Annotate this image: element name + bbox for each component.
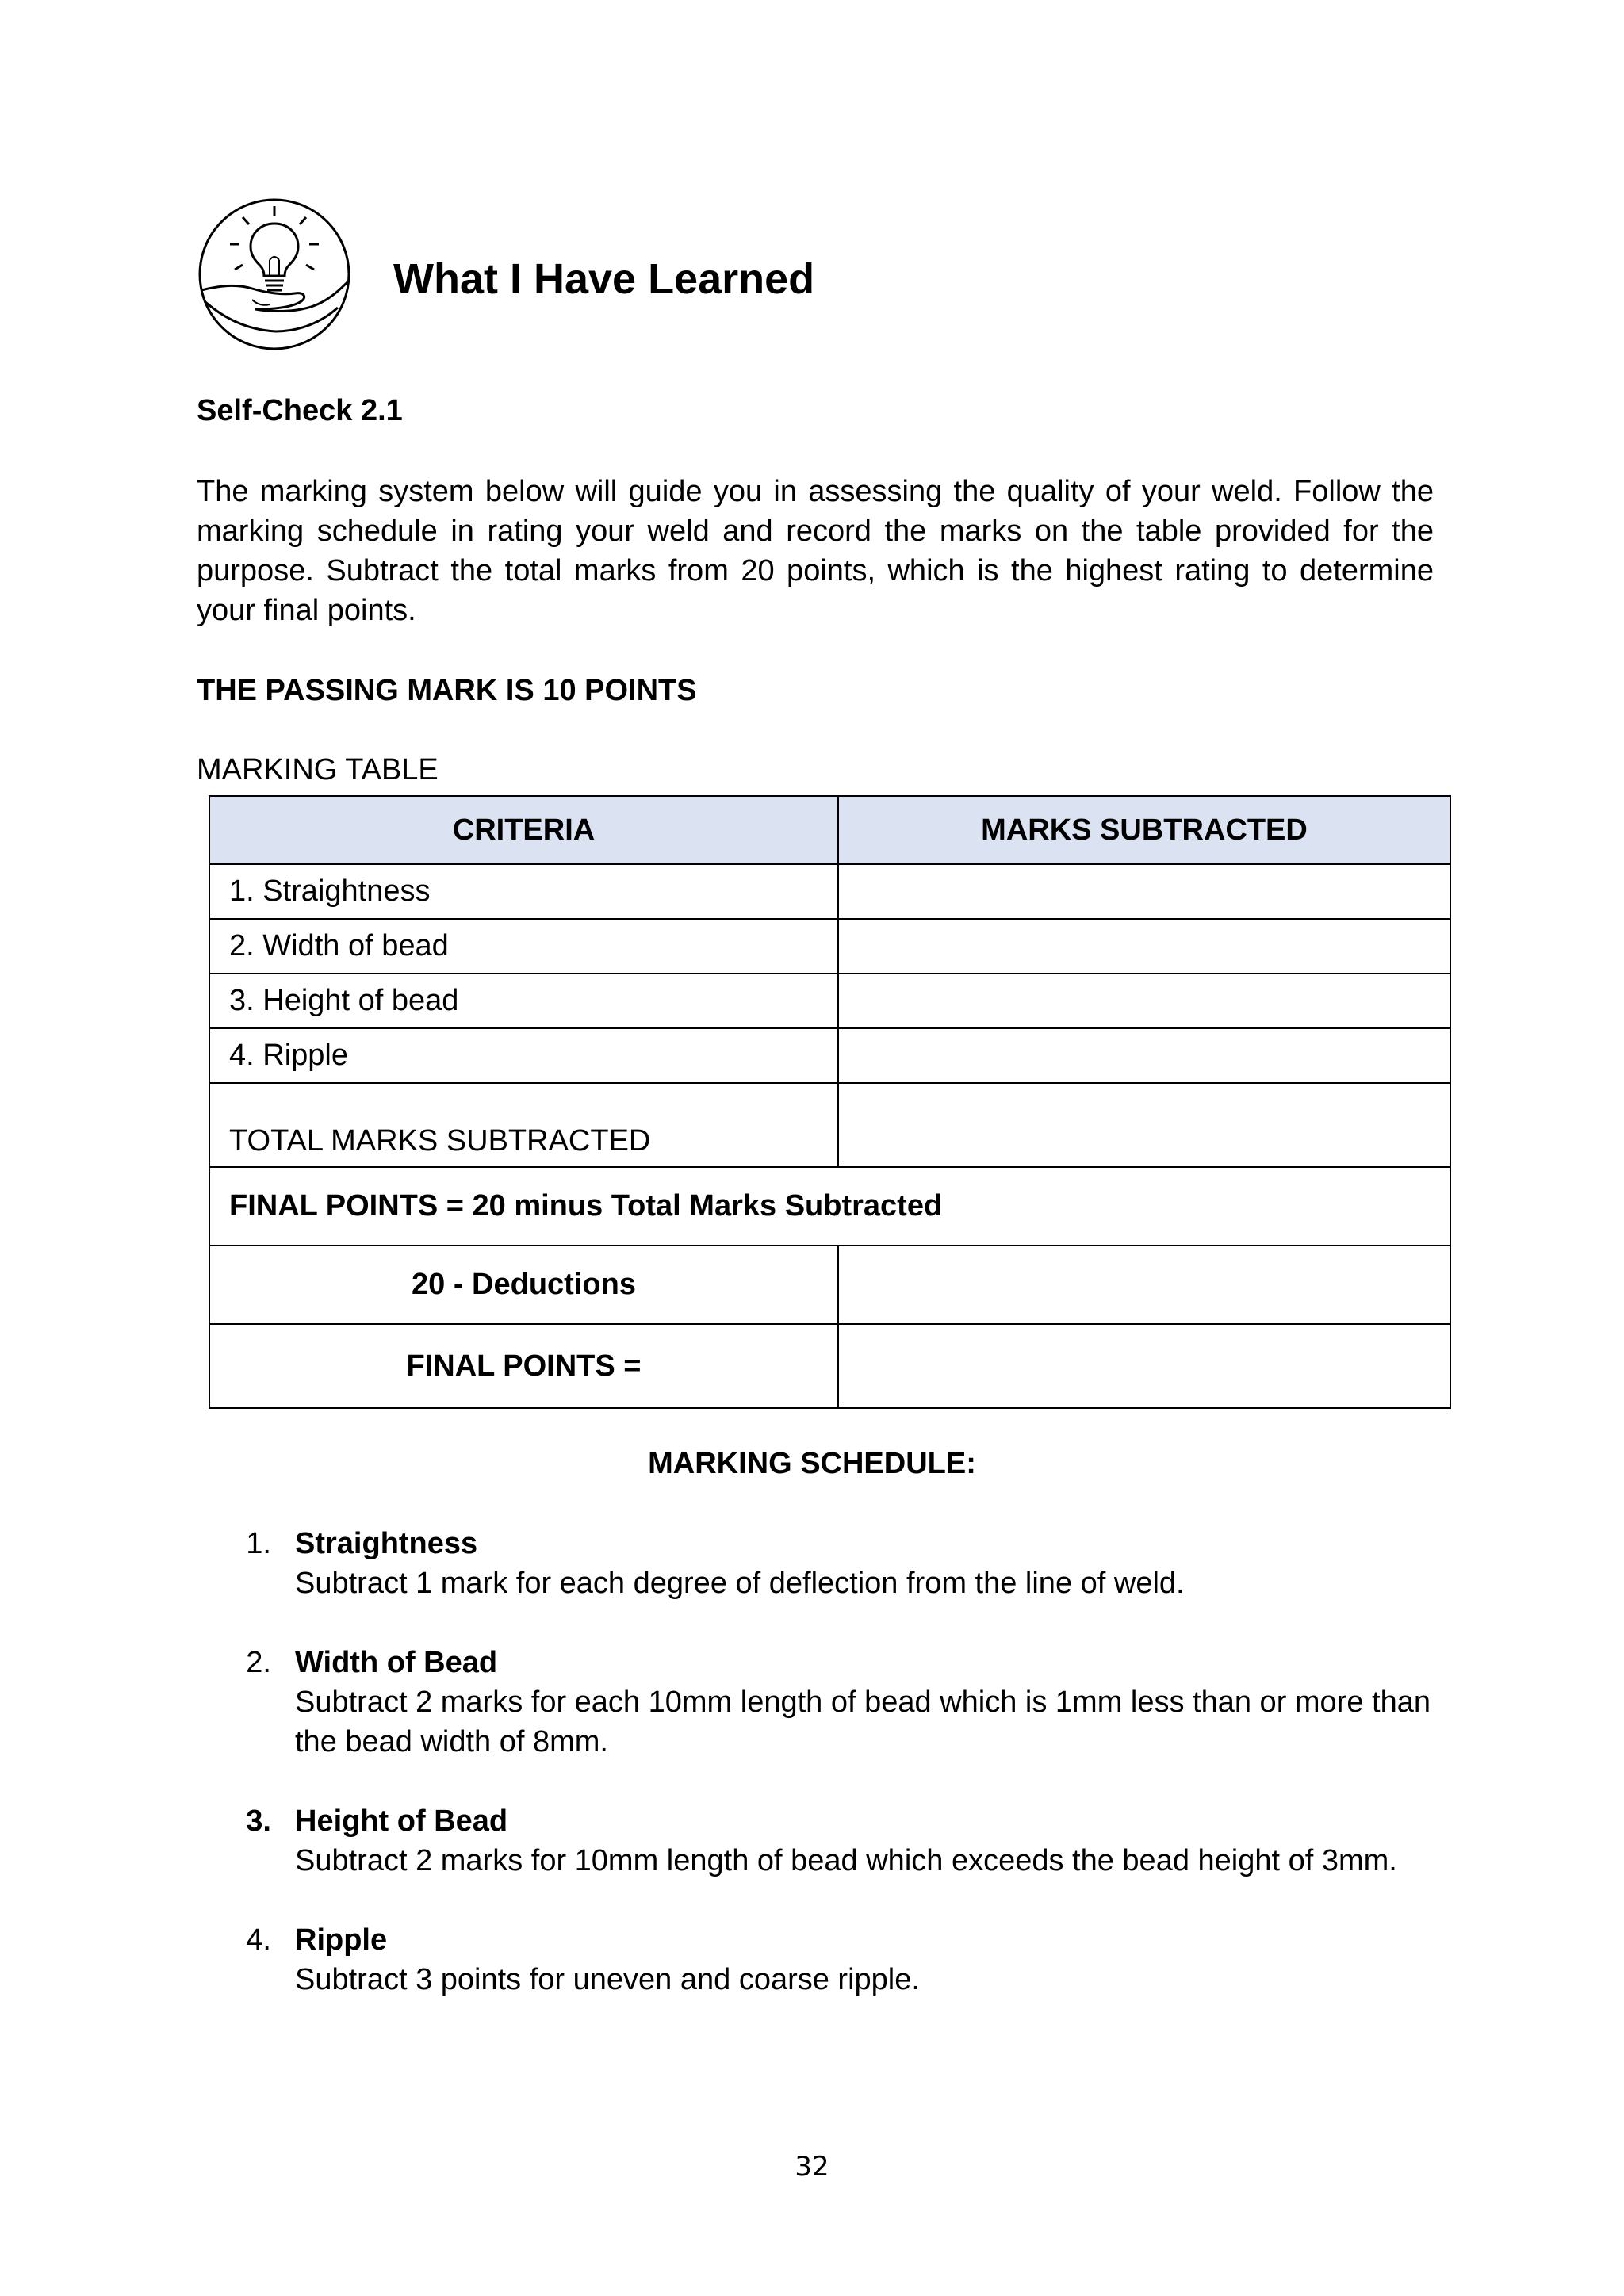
table-header-row <box>209 796 1450 864</box>
header-criteria: CRITERIA <box>209 796 838 864</box>
list-item-number: 2. <box>246 1646 271 1679</box>
list-item-heading: Straightness <box>295 1527 478 1560</box>
list-item <box>197 1524 1442 1603</box>
section-title: What I Have Learned <box>393 255 815 303</box>
total-marks-label: TOTAL MARKS SUBTRACTED <box>209 1083 838 1167</box>
list-item <box>197 1801 1442 1881</box>
table-row <box>209 919 1450 974</box>
list-item <box>197 1643 1442 1762</box>
final-points-cell[interactable] <box>838 1324 1450 1408</box>
marking-schedule-title: MARKING SCHEDULE: <box>648 1447 976 1480</box>
criteria-straightness: 1. Straightness <box>209 864 838 919</box>
list-item-heading: Height of Bead <box>295 1804 508 1838</box>
table-row-formula <box>209 1167 1450 1246</box>
deductions-label: 20 - Deductions <box>209 1246 838 1324</box>
intro-paragraph: The marking system below will guide you in assessing the quality of your weld. Follow the marking schedule in rating your weld and record the marks on the table provided for the purpose. Subtract the total marks from 20 points, which is the highest rating to determine your final points. <box>197 475 1434 627</box>
list-item-number: 1. <box>246 1527 271 1560</box>
self-check-heading: Self-Check 2.1 <box>197 394 403 427</box>
marks-cell-ripple[interactable] <box>838 1028 1450 1083</box>
passing-mark-notice: THE PASSING MARK IS 10 POINTS <box>197 674 697 707</box>
marks-cell-width-of-bead[interactable] <box>838 919 1450 974</box>
deductions-cell[interactable] <box>838 1246 1450 1324</box>
list-item-text: Subtract 2 marks for each 10mm length of bead which is 1mm less than or more than the bead width of 8mm. <box>295 1686 1431 1758</box>
header-marks-subtracted: MARKS SUBTRACTED <box>838 796 1450 864</box>
marking-table <box>209 795 1451 1409</box>
list-item-text: Subtract 2 marks for 10mm length of bead which exceeds the bead height of 3mm. <box>295 1844 1397 1877</box>
page-number: 32 <box>795 2151 829 2183</box>
final-points-label: FINAL POINTS = <box>209 1324 838 1408</box>
marks-cell-straightness[interactable] <box>838 864 1450 919</box>
final-points-formula: FINAL POINTS = 20 minus Total Marks Subtracted <box>209 1167 1450 1246</box>
list-item-heading: Width of Bead <box>295 1646 498 1679</box>
list-item-text: Subtract 1 mark for each degree of deflection from the line of weld. <box>295 1567 1185 1600</box>
list-item-number: 3. <box>246 1804 271 1838</box>
criteria-width-of-bead: 2. Width of bead <box>209 919 838 974</box>
total-marks-cell[interactable] <box>838 1083 1450 1167</box>
list-item-number: 4. <box>246 1923 271 1957</box>
table-row <box>209 974 1450 1028</box>
marking-table-caption: MARKING TABLE <box>197 753 439 786</box>
table-row-total <box>209 1083 1450 1167</box>
list-item-heading: Ripple <box>295 1923 388 1957</box>
criteria-ripple: 4. Ripple <box>209 1028 838 1083</box>
table-row-deductions <box>209 1246 1450 1324</box>
list-item <box>197 1920 1442 1999</box>
criteria-height-of-bead: 3. Height of bead <box>209 974 838 1028</box>
marking-schedule-list <box>197 1524 1442 2039</box>
table-row-final-points <box>209 1324 1450 1408</box>
marks-cell-height-of-bead[interactable] <box>838 974 1450 1028</box>
lightbulb-in-hand-icon <box>197 197 352 352</box>
table-row <box>209 864 1450 919</box>
table-row <box>209 1028 1450 1083</box>
list-item-text: Subtract 3 points for uneven and coarse ripple. <box>295 1963 920 1996</box>
